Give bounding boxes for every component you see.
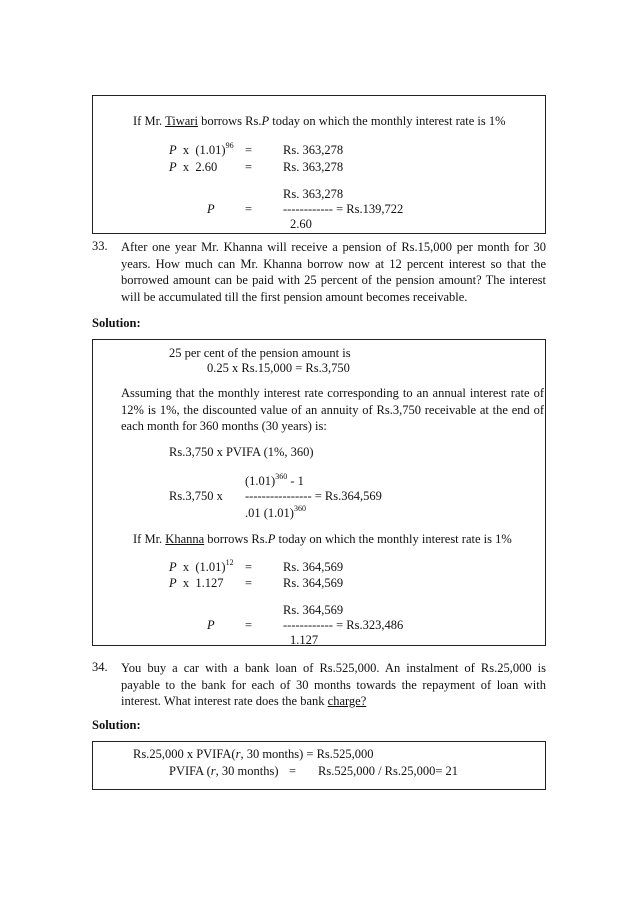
equals-sign: = (245, 560, 253, 574)
expression: x (1.01) (176, 560, 226, 574)
fraction-denominator: 1.127 (290, 633, 319, 647)
exponent: 360 (275, 471, 288, 481)
question-text (121, 660, 546, 710)
variable-p: P (267, 532, 276, 546)
variable-r: r (210, 764, 216, 778)
question-end: charge? (327, 694, 367, 708)
variable-p: P (169, 143, 177, 157)
equals-sign: = (245, 202, 253, 216)
fraction-numerator (245, 471, 304, 489)
khanna-intro-line (133, 532, 512, 547)
variable-p: P (169, 560, 177, 574)
expression: - 1 (287, 474, 304, 488)
equation-row-2-lhs (169, 576, 224, 591)
equation-row-1-lhs (169, 140, 234, 158)
equation-value: Rs. 363,278 (283, 143, 344, 157)
equals-sign: = (289, 764, 297, 778)
exponent: 12 (225, 557, 234, 567)
variable-p: P (207, 202, 215, 216)
pvifa-result-lhs (169, 764, 279, 779)
fraction-left: Rs.3,750 x (169, 489, 223, 503)
expression: Rs.25,000 x PVIFA( (133, 747, 236, 761)
expression: x 1.127 (176, 576, 224, 590)
fraction-denominator: 2.60 (290, 217, 312, 231)
equals-sign: = (245, 160, 253, 174)
pvifa-expression: Rs.3,750 x PVIFA (1%, 360) (169, 445, 314, 459)
variable-p: P (169, 160, 177, 174)
question-number: 33. (92, 239, 108, 253)
equation-value: Rs. 364,569 (283, 576, 344, 590)
explanation-paragraph: Assuming that the monthly interest rate corresponding to an annual interest rate of 12% is 1%, the discounted value of an annuity of Rs.3,750 receivable at the end of each month for 360 months (30 years) is: (121, 386, 544, 433)
statement-line: 0.25 x Rs.15,000 = Rs.3,750 (207, 361, 350, 375)
intro-text: today on which the monthly interest rate is 1% (269, 114, 506, 128)
base: .01 (1.01) (245, 506, 294, 520)
equation-row-1-lhs (169, 557, 234, 575)
borrower-name: Khanna (165, 532, 205, 546)
equals-sign: = (245, 143, 253, 157)
fraction-numerator: Rs. 364,569 (283, 603, 344, 617)
fraction-numerator: Rs. 363,278 (283, 187, 344, 201)
expression: PVIFA ( (169, 764, 211, 778)
intro-text: borrows Rs. (204, 532, 268, 546)
variable-p: P (207, 618, 215, 632)
intro-text: today on which the monthly interest rate is 1% (275, 532, 512, 546)
question-body: You buy a car with a bank loan of Rs.525,000. An instalment of Rs.25,000 is payable to the bank for each of 30 months towards the repayment of loan with interest. What interest rate does the bank (121, 661, 546, 708)
variable-p: P (261, 114, 270, 128)
statement-line: 25 per cent of the pension amount is (169, 346, 351, 360)
equation-value: Rs.525,000 / Rs.25,000= 21 (318, 764, 459, 778)
intro-text: If Mr. (133, 532, 166, 546)
expression: x (1.01) (176, 143, 226, 157)
pvifa-equation-line (133, 747, 374, 762)
tiwari-intro-line (133, 114, 506, 129)
question-text: After one year Mr. Khanna will receive a pension of Rs.15,000 per month for 30 years. How much can Mr. Khanna borrow now at 12 percent interest so that the borrowed amount can be paid with 25 percent of the pension amount? The interest will be accumulated till the first pension amount becomes receivable. (121, 240, 546, 304)
variable-r: r (235, 747, 241, 761)
equals-sign: = (245, 576, 253, 590)
equation-value: Rs. 364,569 (283, 560, 344, 574)
expression: x 2.60 (176, 160, 218, 174)
solution-heading: Solution: (92, 718, 141, 732)
expression: , 30 months) (215, 764, 279, 778)
exponent: 360 (293, 503, 306, 513)
equals-sign: = (245, 618, 253, 632)
solution-heading: Solution: (92, 316, 141, 330)
intro-text: If Mr. (133, 114, 166, 128)
fraction-bar-result: ------------ = Rs.323,486 (283, 618, 404, 632)
base: (1.01) (245, 474, 276, 488)
variable-p: P (169, 576, 177, 590)
fraction-bar-result: ------------ = Rs.139,722 (283, 202, 404, 216)
fraction-denominator (245, 503, 306, 521)
fraction-bar-result: ---------------- = Rs.364,569 (245, 489, 382, 503)
intro-text: borrows Rs. (197, 114, 262, 128)
exponent: 96 (225, 140, 234, 150)
expression: , 30 months) = Rs.525,000 (240, 747, 374, 761)
equation-value: Rs. 363,278 (283, 160, 344, 174)
borrower-name: Tiwari (165, 114, 198, 128)
equation-row-2-lhs (169, 160, 217, 175)
question-number: 34. (92, 660, 108, 674)
